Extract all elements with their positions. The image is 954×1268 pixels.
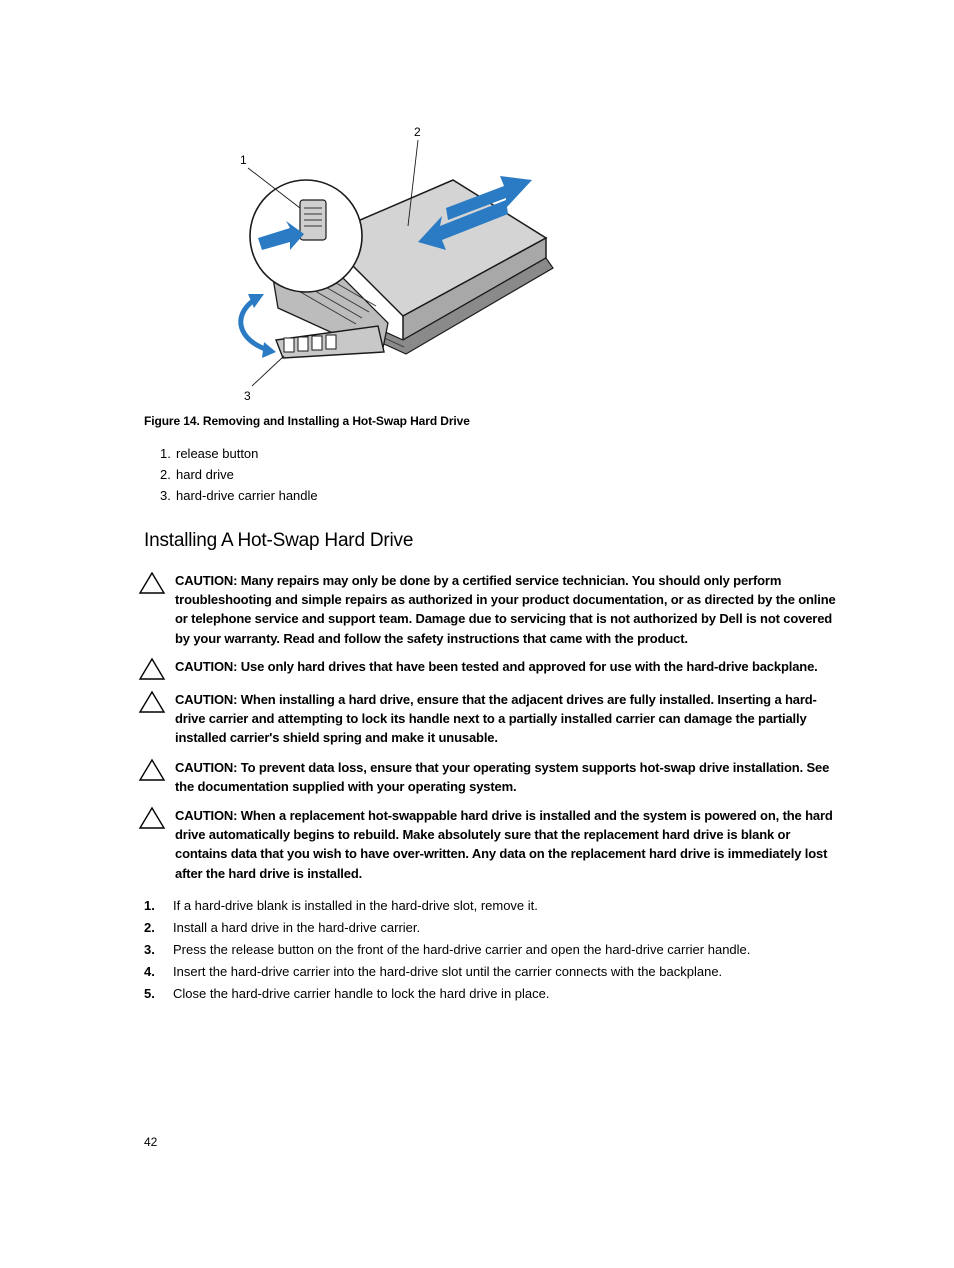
caution-triangle-icon xyxy=(138,571,166,595)
installation-steps xyxy=(144,897,750,1007)
callout-2: 2 xyxy=(414,125,421,139)
legend-number: 3. xyxy=(160,488,171,503)
step-item xyxy=(144,919,750,941)
step-number: 2. xyxy=(144,920,155,935)
legend-text: hard drive xyxy=(176,467,234,482)
caution-triangle-icon xyxy=(138,657,166,681)
legend-item xyxy=(160,466,318,487)
caution-text: CAUTION: Many repairs may only be done by a certified service technician. You should only perform troubleshooting and simple repairs as authorized in your product documentation, or as directed by the online or telephone service and support team. Damage due to servicing that is not authorized by Dell is not covered by your warranty. Read and follow the safety instructions that came with the product. xyxy=(175,573,836,646)
legend-number: 2. xyxy=(160,467,171,482)
step-item xyxy=(144,963,750,985)
step-text: If a hard-drive blank is installed in the hard-drive slot, remove it. xyxy=(173,898,538,913)
step-item xyxy=(144,941,750,963)
step-item xyxy=(144,897,750,919)
caution-text: CAUTION: To prevent data loss, ensure that your operating system supports hot-swap drive installation. See the documentation supplied with your operating system. xyxy=(175,760,830,795)
step-number: 5. xyxy=(144,986,155,1001)
caution-text: CAUTION: When installing a hard drive, ensure that the adjacent drives are fully installed. Inserting a hard-drive carrier and attempting to lock its handle next to a partially installed carrier can damage the partially installed carrier's shield spring and make it unusable. xyxy=(175,692,817,746)
step-text: Press the release button on the front of the hard-drive carrier and open the hard-drive carrier handle. xyxy=(173,942,751,957)
caution-triangle-icon xyxy=(138,690,166,714)
caution-text: CAUTION: When a replacement hot-swappable hard drive is installed and the system is powered on, the hard drive automatically begins to rebuild. Make absolutely sure that the replacement hard drive is blank or contains data that you wish to have over-written. Any data on the replacement hard drive is immediately lost after the hard drive is installed. xyxy=(175,808,833,881)
legend-text: release button xyxy=(176,446,259,461)
caution-text: CAUTION: Use only hard drives that have been tested and approved for use with the hard-drive backplane. xyxy=(175,659,818,674)
step-number: 1. xyxy=(144,898,155,913)
caution-triangle-icon xyxy=(138,758,166,782)
callout-1: 1 xyxy=(240,153,247,167)
step-item xyxy=(144,985,750,1007)
figure-caption: Figure 14. Removing and Installing a Hot-Swap Hard Drive xyxy=(144,414,470,428)
step-text: Install a hard drive in the hard-drive carrier. xyxy=(173,920,421,935)
rotate-arrow-icon xyxy=(241,300,268,350)
page-number: 42 xyxy=(144,1135,158,1149)
figure-legend xyxy=(160,445,318,508)
step-text: Close the hard-drive carrier handle to lock the hard drive in place. xyxy=(173,986,550,1001)
legend-number: 1. xyxy=(160,446,171,461)
legend-text: hard-drive carrier handle xyxy=(176,488,318,503)
hard-drive-figure xyxy=(228,118,568,408)
step-number: 3. xyxy=(144,942,155,957)
step-number: 4. xyxy=(144,964,155,979)
section-heading: Installing A Hot-Swap Hard Drive xyxy=(144,530,414,551)
callout-3: 3 xyxy=(244,389,251,403)
legend-item xyxy=(160,487,318,508)
step-text: Insert the hard-drive carrier into the hard-drive slot until the carrier connects with the backplane. xyxy=(173,964,723,979)
caution-triangle-icon xyxy=(138,806,166,830)
legend-item xyxy=(160,445,318,466)
